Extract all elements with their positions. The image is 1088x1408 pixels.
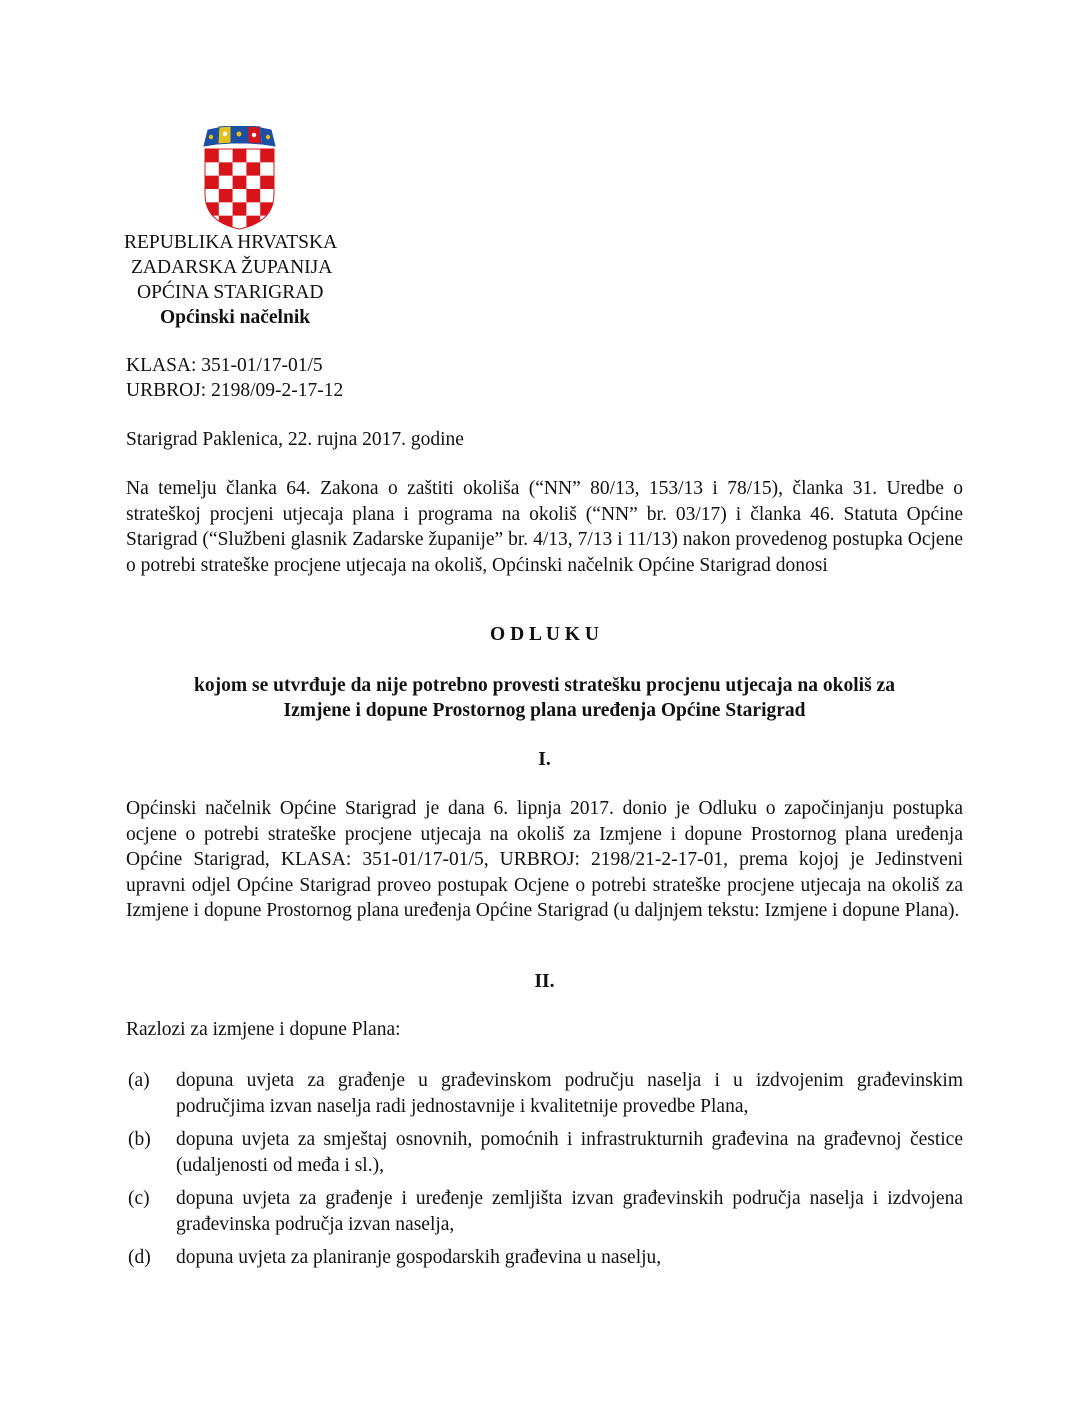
header-municipality: OPĆINA STARIGRAD — [137, 282, 324, 303]
crest-square — [205, 176, 219, 190]
crest-square — [260, 149, 274, 163]
crest-square — [219, 162, 233, 176]
list-item-text: dopuna uvjeta za smještaj osnovnih, pomoćnih i infrastrukturnih građevina na građevnoj čestice (udaljenosti od međa i sl.), — [176, 1129, 963, 1176]
crest-square — [219, 149, 233, 163]
list-item-label: (b) — [128, 1129, 151, 1150]
list-item-label: (a) — [128, 1070, 150, 1091]
crest-square — [260, 216, 274, 230]
section-2-intro: Razlozi za izmjene i dopune Plana: — [126, 1019, 401, 1040]
header-office: Općinski načelnik — [160, 307, 311, 328]
section-heading-2: II. — [534, 971, 555, 992]
crest-square — [205, 162, 219, 176]
place-date: Starigrad Paklenica, 22. rujna 2017. godine — [126, 429, 464, 450]
ref-klasa: KLASA: 351-01/17-01/5 — [126, 355, 323, 376]
list-item — [126, 1068, 963, 1120]
header-country: REPUBLIKA HRVATSKA — [124, 232, 338, 253]
crest-square — [205, 149, 219, 163]
coat-of-arms-icon — [202, 126, 277, 230]
crest-square — [219, 189, 233, 203]
crest-square — [219, 202, 233, 216]
section-1-paragraph: Općinski načelnik Općine Starigrad je dana 6. lipnja 2017. donio je Odluku o započinjanju postupka ocjene o potrebi strateške procjene utjecaja na okoliš za Izmjene i dopune Prostornog plana uređenja Općine Starigrad, KLASA: 351-01/17-01/5, URBROJ: 2198/21-2-17-01, prema kojoj je Jedinstveni upravni odjel Općine Starigrad proveo postupak Ocjene o potrebi strateške procjene utjecaja na okoliš za Izmjene i dopune Prostornog plana uređenja Općine Starigrad (u daljnjem tekstu: Izmjene i dopune Plana). — [126, 798, 963, 921]
crest-square — [246, 202, 260, 216]
crest-square — [233, 202, 247, 216]
list-item-text: dopuna uvjeta za građenje i uređenje zemljišta izvan građevinskih područja naselja i izdvojena građevinska područja izvan naselja, — [176, 1188, 963, 1235]
crest-square — [205, 189, 219, 203]
crest-square — [233, 216, 247, 230]
list-item-text: dopuna uvjeta za planiranje gospodarskih građevina u naselju, — [176, 1247, 662, 1268]
crest-square — [233, 189, 247, 203]
intro-paragraph: Na temelju članka 64. Zakona o zaštiti okoliša (“NN” 80/13, 153/13 i 78/15), članka 31. Uredbe o strateškoj procjeni utjecaja plana i programa na okoliš (“NN” br. 03/17) i članka 46. Statuta Općine Starigrad (“Službeni glasnik Zadarske županije” br. 4/13, 7/13 i 11/13) nakon provedenog postupka Ocjene o potrebi strateške procjene utjecaja na okoliš, Općinski načelnik Općine Starigrad donosi — [126, 478, 963, 576]
crest-square — [260, 176, 274, 190]
document-subtitle-line2: Izmjene i dopune Prostornog plana uređenja Općine Starigrad — [283, 700, 806, 721]
list-item-label: (d) — [128, 1247, 151, 1268]
crest-square — [233, 149, 247, 163]
header-county: ZADARSKA ŽUPANIJA — [131, 257, 333, 278]
ref-urbroj: URBROJ: 2198/09-2-17-12 — [126, 380, 344, 401]
crest-square — [246, 162, 260, 176]
list-item — [126, 1127, 963, 1179]
crest-square — [233, 162, 247, 176]
list-item — [126, 1245, 963, 1271]
crest-square — [246, 176, 260, 190]
crest-square — [219, 176, 233, 190]
document-title: O D L U K U — [490, 624, 599, 645]
section-heading-1: I. — [538, 749, 551, 770]
crest-square — [260, 189, 274, 203]
crest-square — [260, 162, 274, 176]
crest-square — [246, 149, 260, 163]
crest-square — [205, 202, 219, 216]
crest-square — [205, 216, 219, 230]
document-subtitle-line1: kojom se utvrđuje da nije potrebno provesti stratešku procjenu utjecaja na okoliš za — [194, 675, 895, 696]
crest-square — [246, 189, 260, 203]
list-item — [126, 1186, 963, 1238]
crest-square — [233, 176, 247, 190]
list-item-label: (c) — [128, 1188, 150, 1209]
list-item-text: dopuna uvjeta za građenje u građevinskom području naselja i u izdvojenim građevinskim područjima izvan naselja radi jednostavnije i kvalitetnije provedbe Plana, — [176, 1070, 963, 1117]
